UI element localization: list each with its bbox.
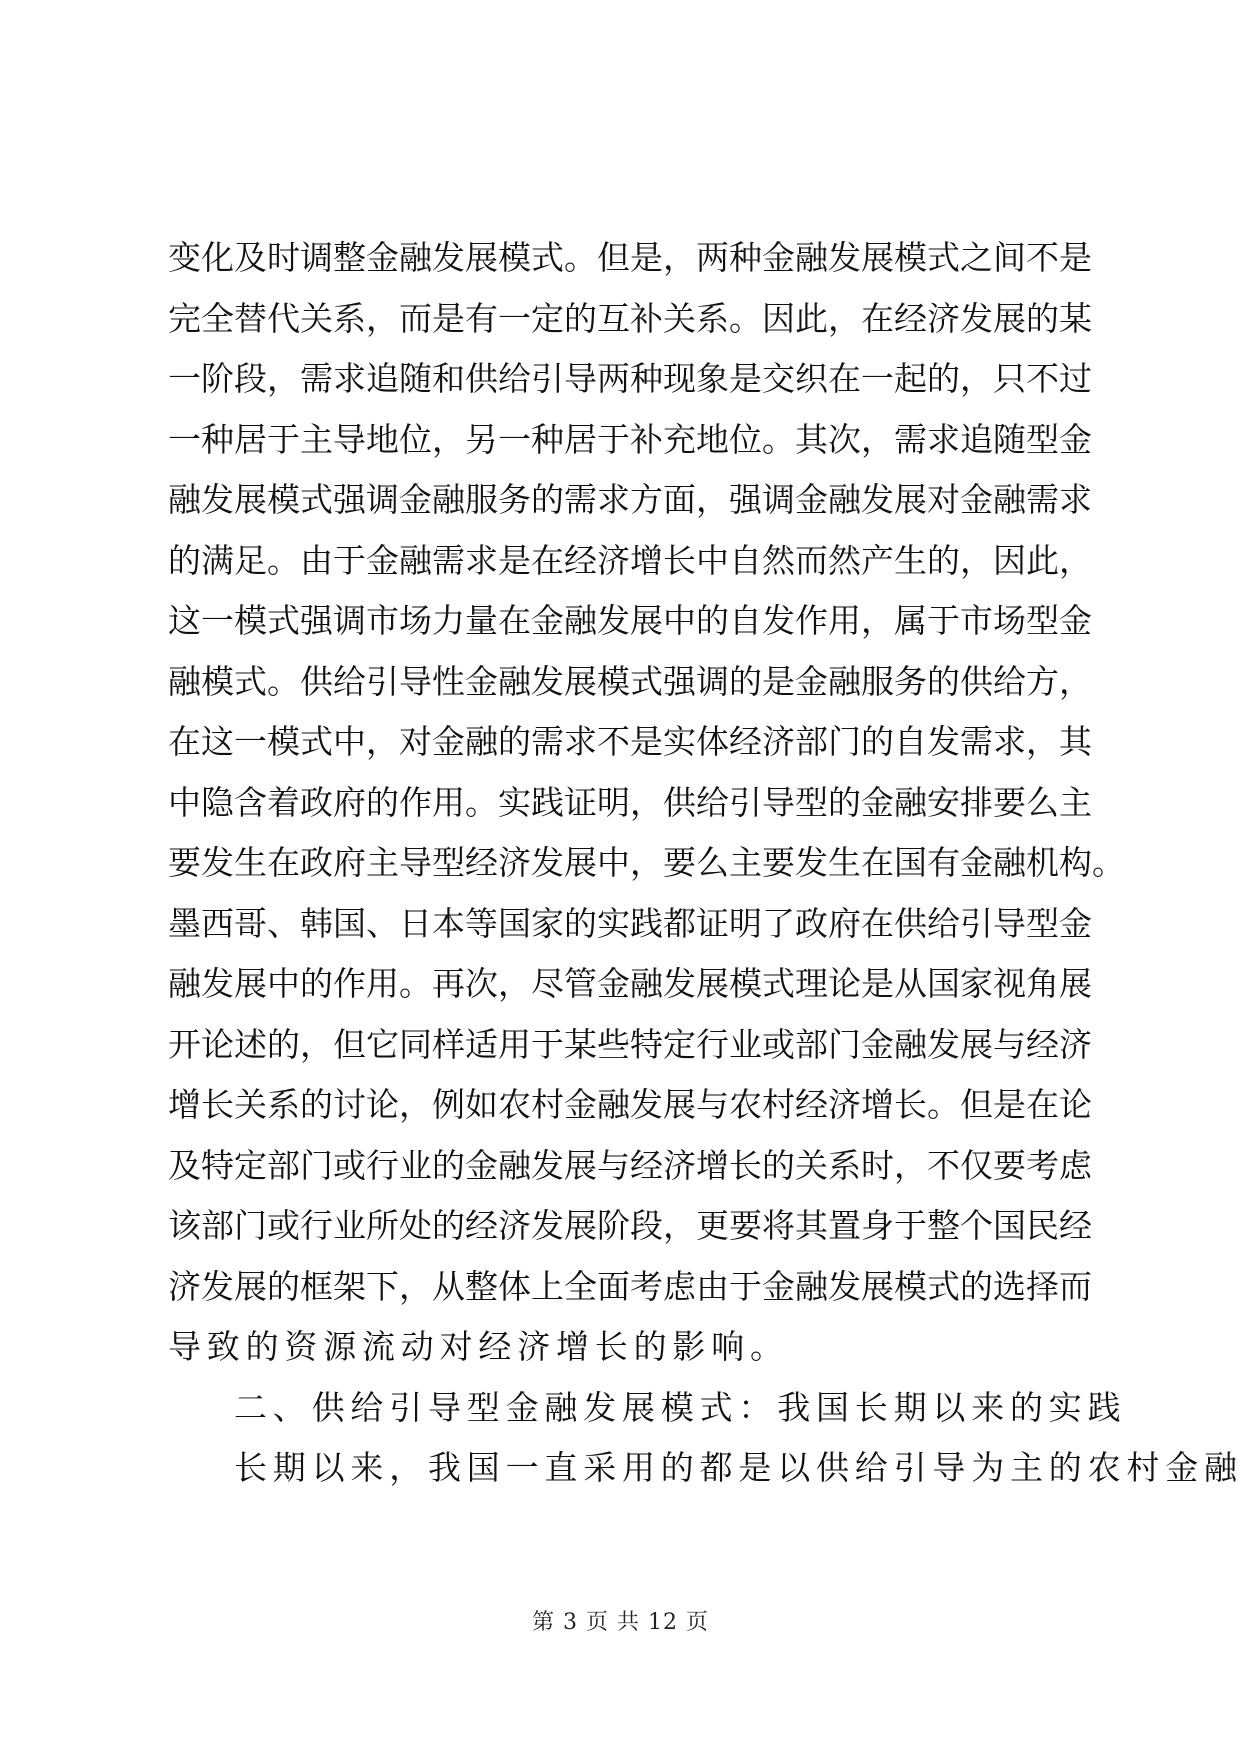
paragraph-line-19: 导致的资源流动对经济增长的影响。 xyxy=(168,1327,789,1366)
paragraph-line-13: 融发展中的作用。再次，尽管金融发展模式理论是从国家视角展 xyxy=(168,964,1092,1003)
paragraph-line-2: 完全替代关系，而是有一定的互补关系。因此，在经济发展的某 xyxy=(168,298,1092,338)
paragraph-line-9: 在这一模式中，对金融的需求不是实体经济部门的自发需求，其 xyxy=(168,722,1092,761)
paragraph-line-10: 中隐含着政府的作用。实践证明，供给引导型的金融安排要么主 xyxy=(168,782,1092,822)
paragraph-line-5: 融发展模式强调金融服务的需求方面，强调金融发展对金融需求 xyxy=(168,480,1092,519)
paragraph-line-14: 开论述的，但它同样适用于某些特定行业或部门金融发展与经济 xyxy=(168,1024,1092,1064)
paragraph-line-11: 要发生在政府主导型经济发展中，要么主要发生在国有金融机构。 xyxy=(168,843,1125,882)
paragraph-line-4: 一种居于主导地位，另一种居于补充地位。其次，需求追随型金 xyxy=(168,419,1092,459)
paragraph-line-7: 这一模式强调市场力量在金融发展中的自发作用，属于市场型金 xyxy=(168,601,1092,640)
paragraph-line-15: 增长关系的讨论，例如农村金融发展与农村经济增长。但是在论 xyxy=(168,1085,1092,1124)
paragraph-line-12: 墨西哥、韩国、日本等国家的实践都证明了政府在供给引导型金 xyxy=(168,903,1092,943)
paragraph-line-1: 变化及时调整金融发展模式。但是，两种金融发展模式之间不是 xyxy=(168,238,1092,277)
paragraph-line-3: 一阶段，需求追随和供给引导两种现象是交织在一起的，只不过 xyxy=(168,359,1092,398)
section-heading: 二、供给引导型金融发展模式：我国长期以来的实践 xyxy=(234,1387,1127,1427)
body-text xyxy=(168,228,1243,1499)
paragraph-line-17: 该部门或行业所处的经济发展阶段，更要将其置身于整个国民经 xyxy=(168,1206,1092,1245)
paragraph-line-16: 及特定部门或行业的金融发展与经济增长的关系时，不仅要考虑 xyxy=(168,1145,1092,1185)
page-footer: 第 3 页 共 12 页 xyxy=(532,1610,709,1635)
paragraph-line-8: 融模式。供给引导性金融发展模式强调的是金融服务的供给方， xyxy=(168,661,1092,701)
paragraph-line-18: 济发展的框架下，从整体上全面考虑由于金融发展模式的选择而 xyxy=(168,1266,1092,1306)
paragraph-line-6: 的满足。由于金融需求是在经济增长中自然而然产生的，因此， xyxy=(168,540,1092,580)
paragraph-line-next: 长期以来，我国一直采用的都是以供给引导为主的农村金融 xyxy=(234,1448,1243,1487)
